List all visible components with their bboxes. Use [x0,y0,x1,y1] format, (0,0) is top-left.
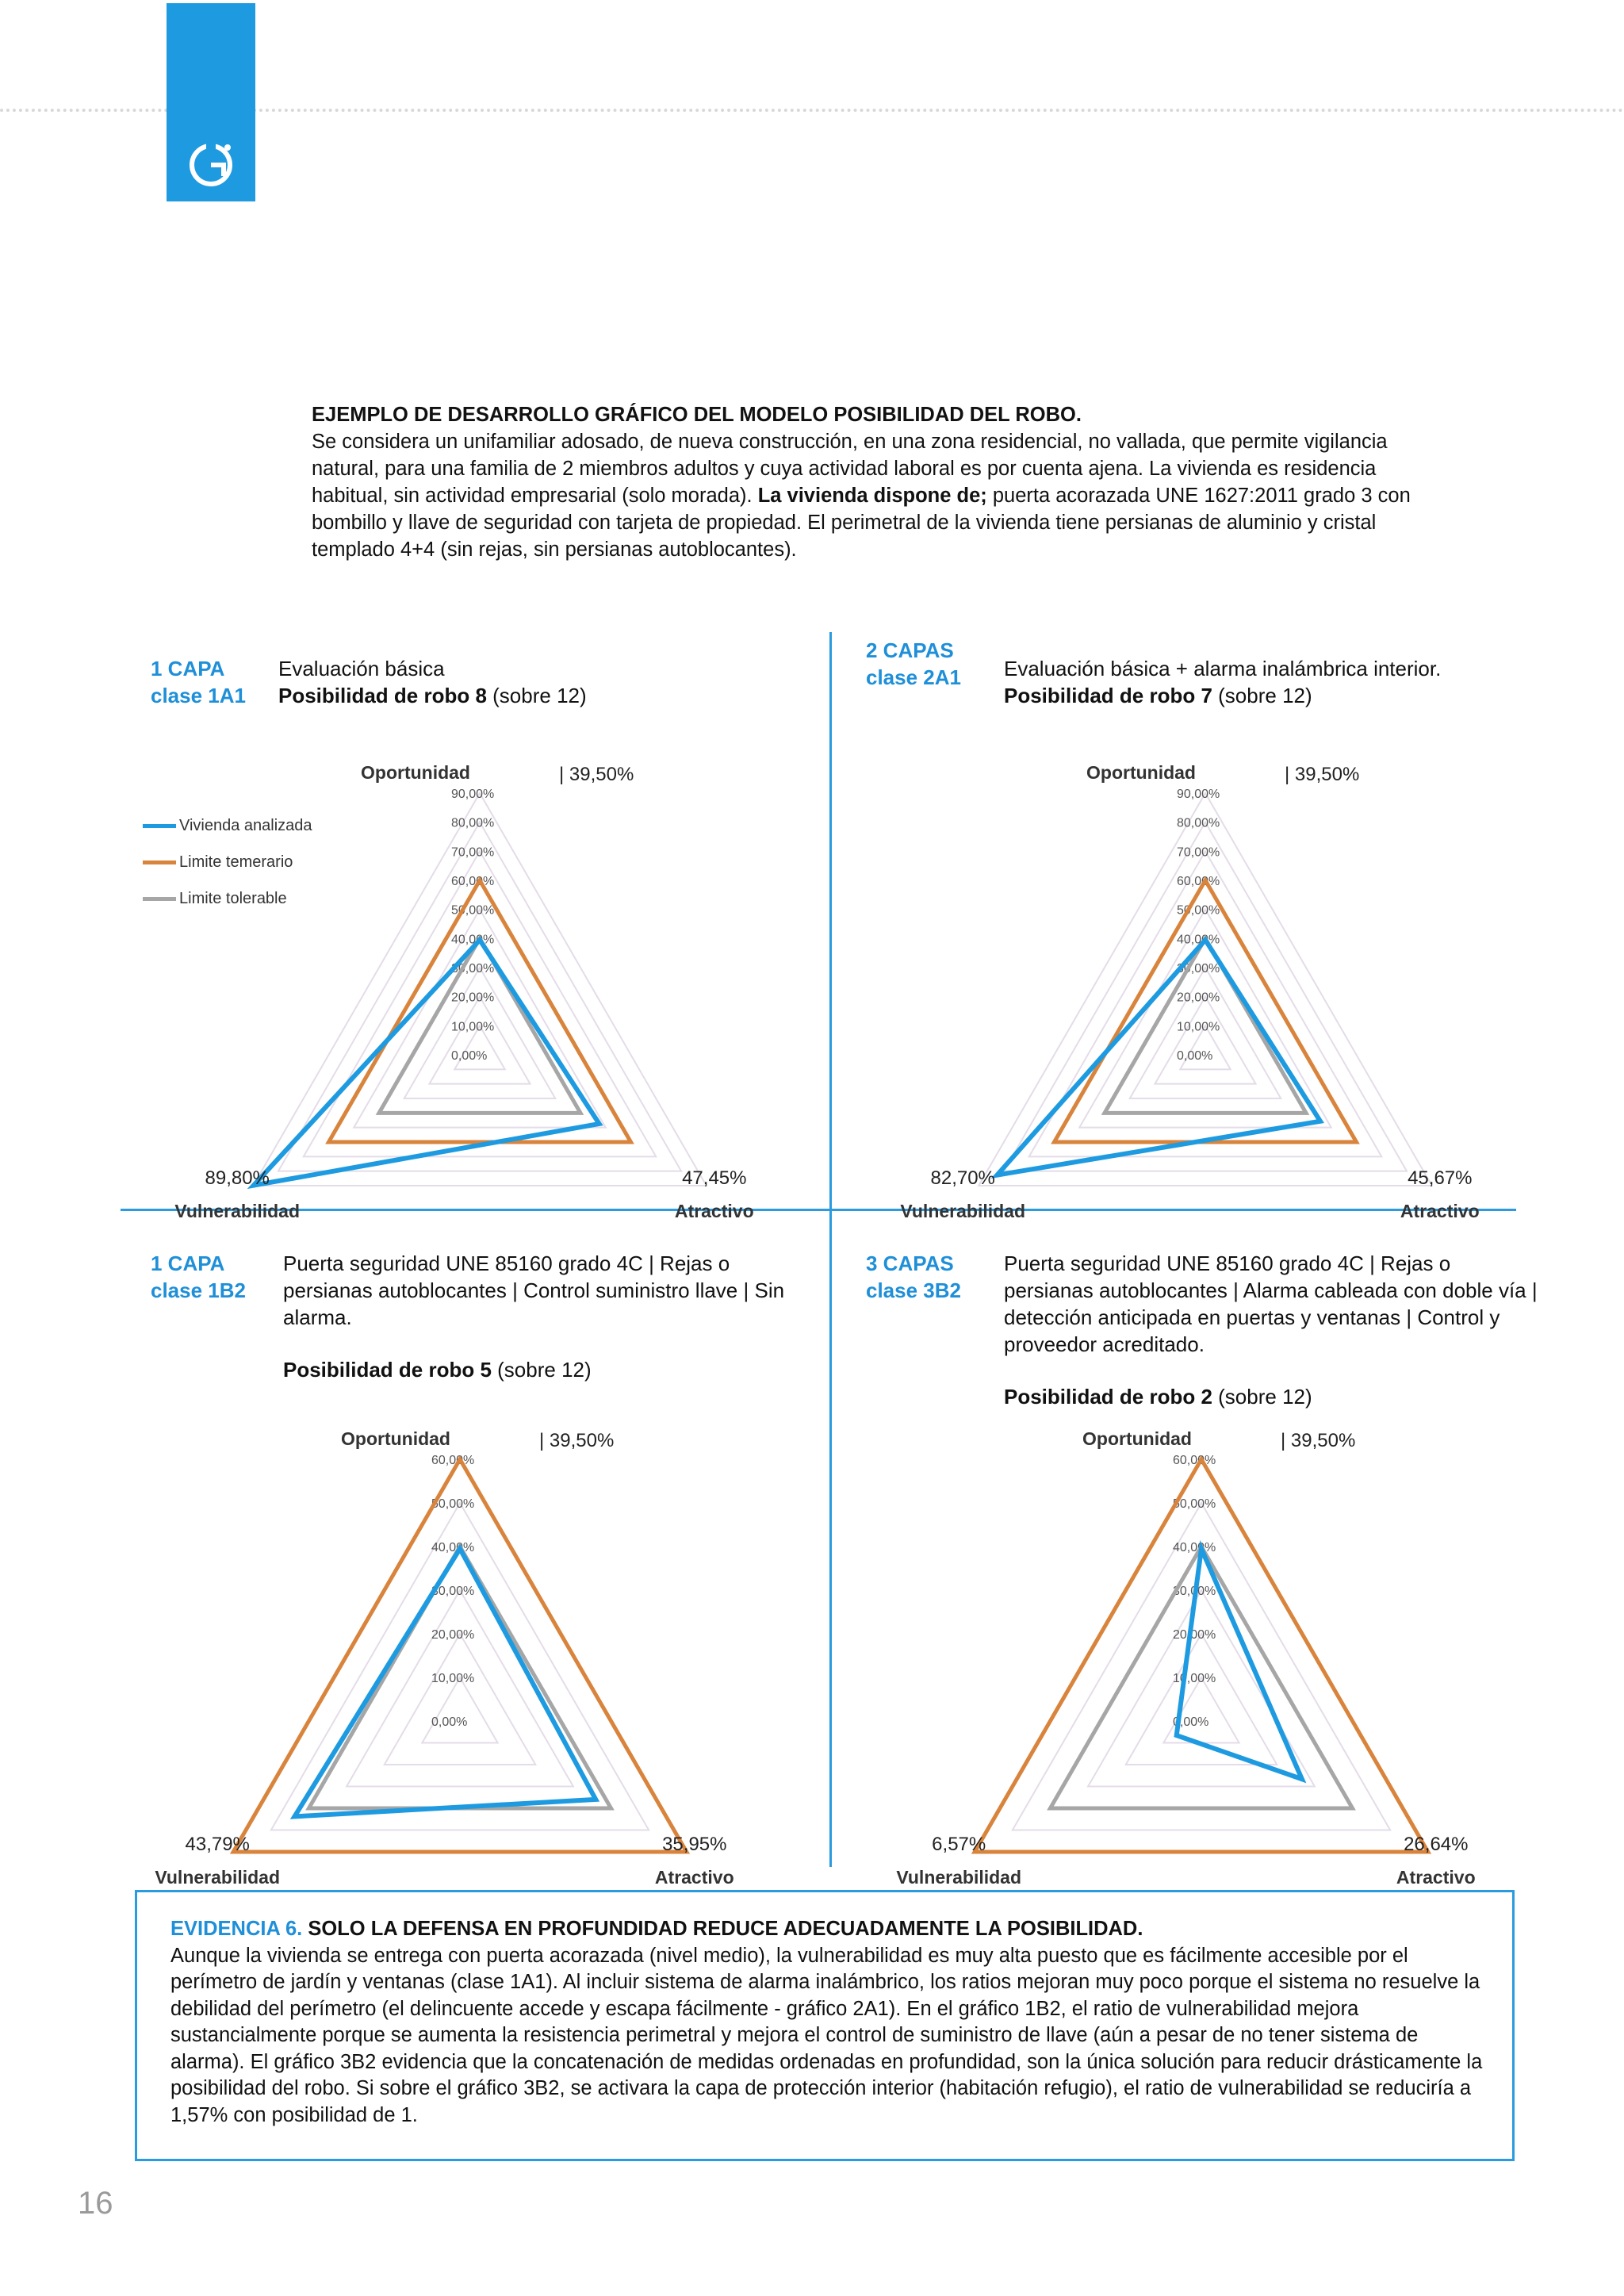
intro-title: EJEMPLO DE DESARROLLO GRÁFICO DEL MODELO POSIBILIDAD DEL ROBO. [312,404,1082,426]
radar-chart-1B2 [111,1420,809,1888]
axis-label-oportunidad: Oportunidad [361,762,470,783]
tick-label: 70,00% [451,845,495,860]
panel-3-possibility-rest: (sobre 12) [491,1358,592,1382]
panel-1-desc [278,655,786,709]
value-label-atractivo: 26,64% [1404,1834,1469,1855]
tick-label: 0,00% [451,1049,488,1063]
panel-3-possibility-bold: Posibilidad de robo 5 [283,1358,492,1382]
panel-4-desc-text: Puerta seguridad UNE 85160 grado 4C | Rejas o persianas autoblocantes | Alarma cableada con doble vía | detección anticipada en puertas y ventanas | Control y proveedor acreditado. [1004,1251,1538,1356]
intro-body-bold: La vivienda dispone de; [757,485,987,507]
value-label-oportunidad: | 39,50% [559,764,634,785]
tick-label: 90,00% [1177,788,1220,801]
value-label-vulnerabilidad: 43,79% [185,1834,250,1855]
value-label-oportunidad: | 39,50% [1281,1430,1356,1451]
evidence-box [135,1890,1515,2161]
page-number: 16 [78,2186,113,2221]
axis-label-oportunidad: Oportunidad [1086,762,1196,783]
layer-label-4 [866,1250,961,1304]
tick-label: 70,00% [1177,845,1220,860]
tick-label: 50,00% [451,903,495,918]
grid-ring [347,1590,573,1787]
value-label-vulnerabilidad: 6,57% [932,1834,986,1855]
tick-label: 10,00% [1177,1020,1220,1034]
value-label-oportunidad: | 39,50% [1285,764,1360,785]
series-temerario [975,1459,1428,1852]
tick-label: 30,00% [1173,1585,1216,1598]
layer-label-2-line2: clase 2A1 [866,665,961,689]
layer-label-2-line1: 2 CAPAS [866,638,954,662]
intro-text [312,401,1454,563]
series-analizada [1177,1549,1302,1780]
evidence-text [170,1916,1495,2129]
tick-label: 40,00% [431,1541,475,1554]
grid-ring [1088,1590,1315,1787]
panel-4-possibility-bold: Posibilidad de robo 2 [1004,1385,1212,1409]
value-label-oportunidad: | 39,50% [539,1430,615,1451]
layer-label-1-line2: clase 1A1 [151,684,246,707]
panel-4-possibility-rest: (sobre 12) [1212,1385,1312,1409]
tick-label: 0,00% [1177,1049,1213,1063]
axis-label-oportunidad: Oportunidad [1082,1428,1192,1449]
legend-label-tolerable: Limite tolerable [179,890,287,907]
tick-label: 50,00% [1173,1497,1216,1511]
grid-ring [422,1677,497,1743]
panel-4-desc [1004,1250,1543,1410]
radar-chart-2A1 [841,753,1538,1221]
g-logo-icon [182,135,239,192]
tick-label: 40,00% [1173,1541,1216,1554]
axis-label-vulnerabilidad: Vulnerabilidad [155,1867,281,1888]
intro-body-pre: Se considera un unifamiliar adosado, de nueva construcción, en una zona residencial, no vallada, que permite vigilancia natural, para una familia de 2 miembros adultos y cuya actividad laboral es por cuenta ajena. La vivienda es residencia habitual, sin actividad empresarial (solo morada). [312,431,1388,507]
panel-1-possibility [278,682,786,709]
brand-logo [167,3,255,201]
layer-label-1 [151,655,246,709]
evidence-heading [170,1916,1495,1943]
value-label-atractivo: 45,67% [1408,1167,1473,1189]
panel-1-desc-text: Evaluación básica [278,657,445,680]
panel-2-desc-text: Evaluación básica + alarma inalámbrica interior. [1004,657,1442,680]
vertical-divider-bottom [829,1209,832,1867]
tick-label: 60,00% [1173,1454,1216,1467]
grid-ring [1155,997,1255,1084]
grid-ring [429,997,530,1084]
tick-label: 30,00% [1177,962,1220,976]
layer-label-3-line2: clase 1B2 [151,1278,246,1302]
layer-label-4-line2: clase 3B2 [866,1278,961,1302]
legend-label-analizada: Vivienda analizada [179,817,312,834]
radar-chart-1A1 [111,753,809,1221]
axis-label-oportunidad: Oportunidad [341,1428,450,1449]
panel-3-desc [283,1250,791,1383]
panel-2-possibility [1004,682,1543,709]
series-analizada [254,940,599,1185]
radar-chart-3B2 [841,1420,1538,1888]
tick-label: 20,00% [451,991,495,1005]
panel-2-possibility-rest: (sobre 12) [1212,684,1312,707]
legend-label-temerario: Limite temerario [179,853,293,871]
intro-body [312,428,1454,563]
axis-label-vulnerabilidad: Vulnerabilidad [174,1201,301,1221]
horizontal-divider [121,1209,1516,1211]
tick-label: 0,00% [431,1715,468,1729]
evidence-label: EVIDENCIA 6. [170,1918,303,1940]
value-label-atractivo: 35,95% [662,1834,727,1855]
tick-label: 20,00% [1177,991,1220,1005]
tick-label: 60,00% [431,1454,475,1467]
value-label-vulnerabilidad: 89,80% [205,1167,270,1189]
panel-3-possibility [283,1356,791,1383]
grid-ring [233,1459,687,1852]
axis-label-atractivo: Atractivo [674,1201,754,1221]
panel-3-desc-text: Puerta seguridad UNE 85160 grado 4C | Rejas o persianas autoblocantes | Control suministro llave | Sin alarma. [283,1251,785,1329]
tick-label: 30,00% [451,962,495,976]
value-label-vulnerabilidad: 82,70% [930,1167,995,1189]
layer-label-3-line1: 1 CAPA [151,1251,225,1275]
layer-label-3 [151,1250,246,1304]
axis-label-atractivo: Atractivo [654,1867,734,1888]
evidence-body: Aunque la vivienda se entrega con puerta acorazada (nivel medio), la vulnerabilidad es muy alta puesto que es fácilmente accesible por el perímetro de jardín y ventanas (clase 1A1). Al incluir sistema de alarma inalámbrico, los ratios mejoran muy poco porque el sistema no resuelve la debilidad del perímetro (el delincuente accede y escapa fácilmente - gráfico 2A1). En el gráfico 1B2, el ratio de vulnerabilidad mejora sustancialmente porque se aumenta la resistencia perimetral y mejora el control de suministro de llave (aún a pesar de no tener sistema de alarma). El gráfico 3B2 evidencia que la concatenación de medidas ordenadas en profundidad, son la única solución para reducir drásticamente la posibilidad del robo. Si sobre el gráfico 3B2, se activara la capa de protección interior (habitación refugio), el ratio de vulnerabilidad se reduciría a 1,57% con posibilidad de 1. [170,1944,1483,2126]
series-temerario [233,1459,687,1852]
tick-label: 40,00% [451,933,495,947]
intro-body-post: puerta acorazada UNE 1627:2011 grado 3 con bombillo y llave de seguridad con tarjeta de propiedad. El perimetral de la vivienda tiene persianas de aluminio y cristal templado 4+4 (sin rejas, sin persianas autoblocantes). [312,485,1411,561]
tick-label: 10,00% [451,1020,495,1034]
tick-label: 20,00% [431,1628,475,1642]
value-label-atractivo: 47,45% [682,1167,747,1189]
layer-label-2 [866,637,961,691]
tick-label: 80,00% [451,816,495,830]
tick-label: 20,00% [1173,1628,1216,1642]
grid-ring [975,1459,1428,1852]
tick-label: 10,00% [1173,1672,1216,1685]
axis-label-vulnerabilidad: Vulnerabilidad [900,1201,1026,1221]
tick-label: 10,00% [431,1672,475,1685]
panel-2-desc [1004,655,1543,709]
tick-label: 60,00% [1177,875,1220,888]
tick-label: 90,00% [451,788,495,801]
panel-1-possibility-bold: Posibilidad de robo 8 [278,684,487,707]
panel-1-possibility-rest: (sobre 12) [486,684,587,707]
layer-label-1-line1: 1 CAPA [151,657,225,680]
tick-label: 60,00% [451,875,495,888]
tick-label: 50,00% [431,1497,475,1511]
vertical-divider-top [829,632,832,1211]
evidence-title: SOLO LA DEFENSA EN PROFUNDIDAD REDUCE ADECUADAMENTE LA POSIBILIDAD. [302,1918,1143,1940]
tick-label: 0,00% [1173,1715,1209,1729]
axis-label-vulnerabilidad: Vulnerabilidad [896,1867,1022,1888]
panel-2-possibility-bold: Posibilidad de robo 7 [1004,684,1212,707]
grid-ring [385,1634,536,1765]
tick-label: 40,00% [1177,933,1220,947]
tick-label: 80,00% [1177,816,1220,830]
tick-label: 50,00% [1177,903,1220,918]
axis-label-atractivo: Atractivo [1400,1201,1480,1221]
panel-4-possibility [1004,1383,1543,1410]
tick-label: 30,00% [431,1585,475,1598]
layer-label-4-line1: 3 CAPAS [866,1251,954,1275]
axis-label-atractivo: Atractivo [1396,1867,1476,1888]
